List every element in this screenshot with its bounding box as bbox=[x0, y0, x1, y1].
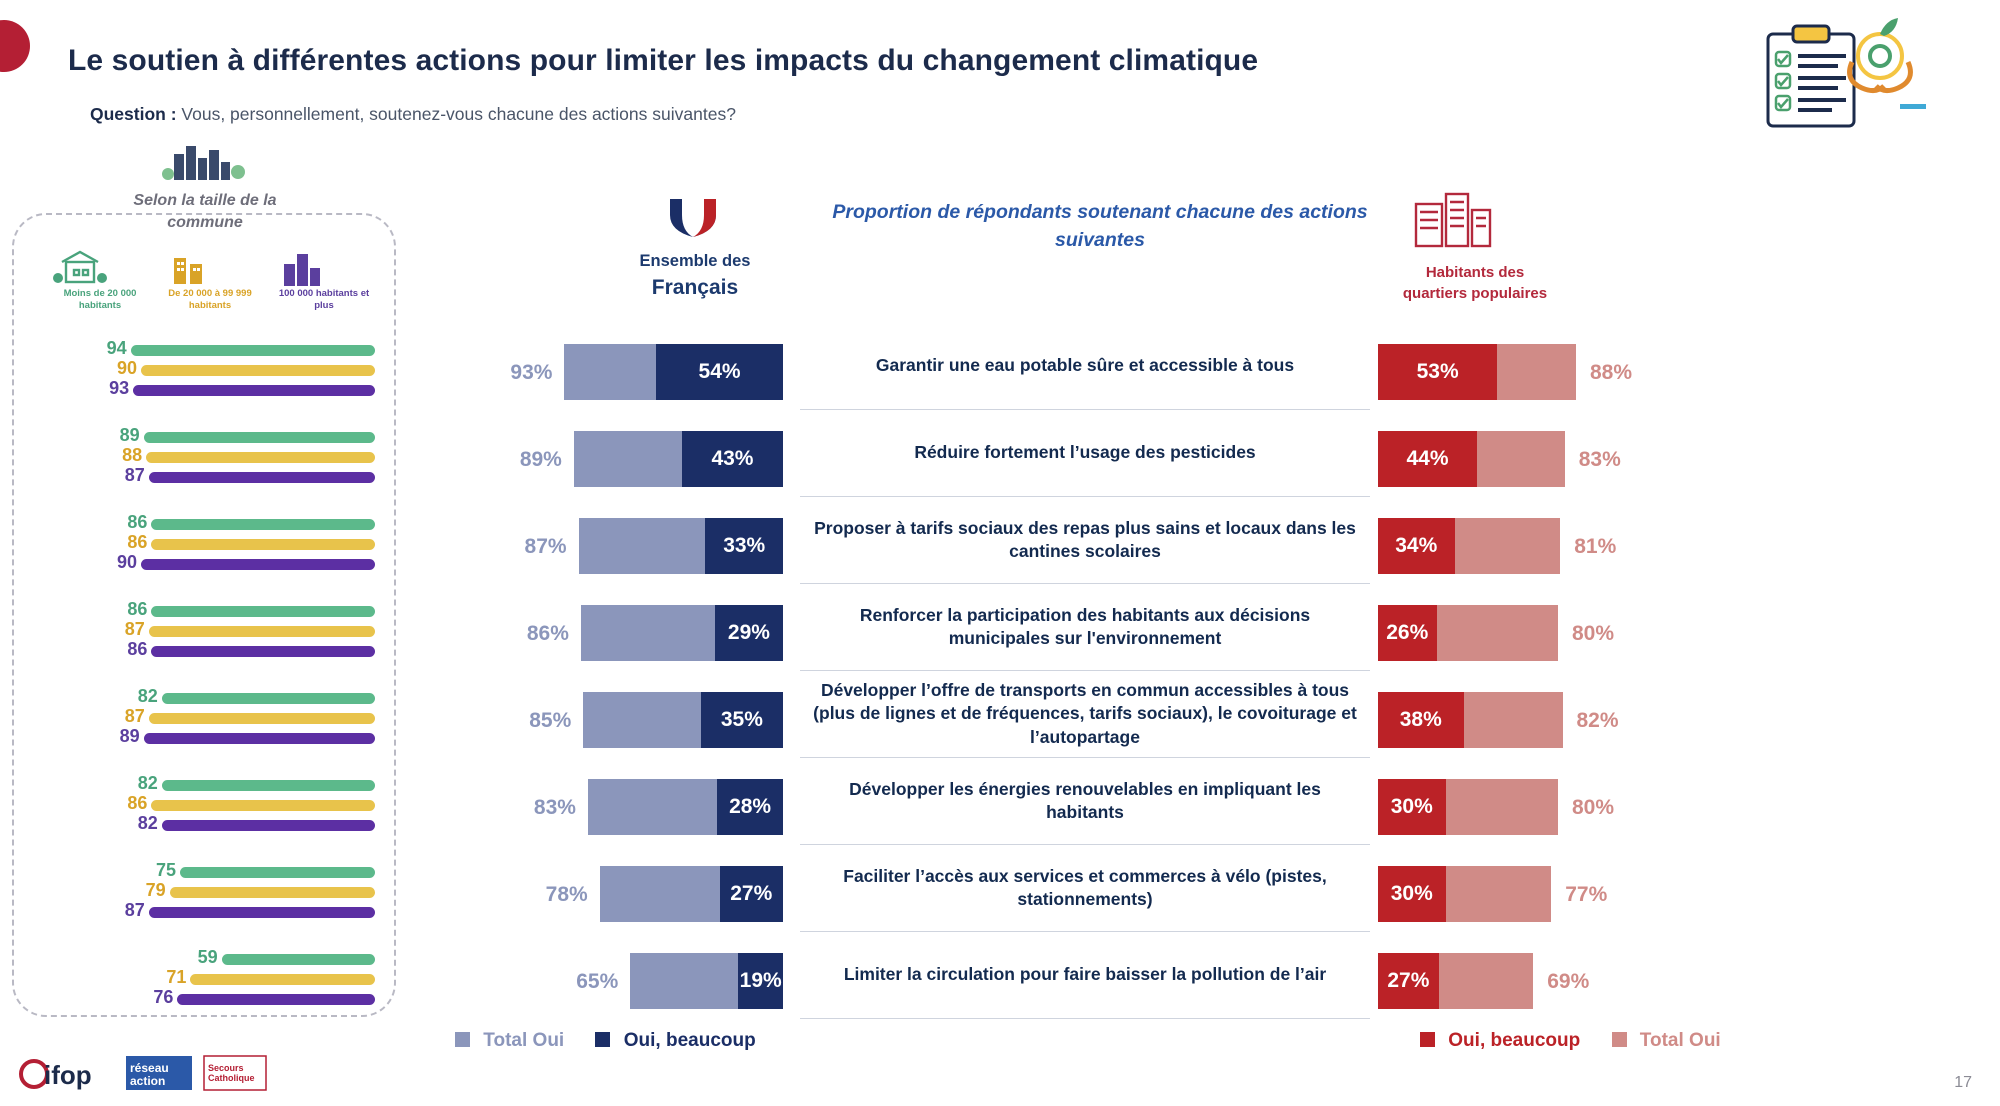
left-bar-value: 86 bbox=[127, 599, 148, 619]
row-bar-france-beaucoup: 33% bbox=[705, 518, 783, 574]
row-bar-popular-beaucoup: 44% bbox=[1378, 431, 1477, 487]
row-bar-france-beaucoup: 43% bbox=[682, 431, 783, 487]
row-bar-popular-beaucoup: 26% bbox=[1378, 605, 1437, 661]
page-title: Le soutien à différentes actions pour limiter les impacts du changement climatique bbox=[68, 44, 1259, 77]
row-label-popular-total: 82% bbox=[1576, 709, 1619, 732]
row-label-france-total: 89% bbox=[519, 448, 562, 471]
legend-label-large: 100 000 habitants et plus bbox=[278, 288, 370, 311]
row-bar-popular-beaucoup: 27% bbox=[1378, 953, 1439, 1009]
france-label-line2: Français bbox=[651, 276, 739, 300]
question-text: Vous, personnellement, soutenez-vous chacune des actions suivantes? bbox=[181, 104, 736, 124]
france-label-line1: Ensemble des bbox=[639, 252, 751, 270]
row-label-france-total: 85% bbox=[529, 709, 572, 732]
left-bar-value: 87 bbox=[124, 465, 145, 485]
left-panel-legend bbox=[40, 248, 370, 324]
left-bar-value: 71 bbox=[166, 967, 187, 987]
legend-right bbox=[1420, 1030, 1721, 1052]
left-bar-value: 88 bbox=[122, 445, 143, 465]
chart-row bbox=[0, 671, 2000, 758]
left-bar-value: 93 bbox=[109, 378, 130, 398]
left-bar-value: 87 bbox=[124, 619, 145, 639]
france-flag-icon bbox=[660, 195, 726, 241]
question-label: Question : bbox=[90, 104, 177, 124]
page-number: 17 bbox=[1954, 1074, 1972, 1091]
svg-text:ifop: ifop bbox=[44, 1060, 92, 1090]
row-label-france-total: 86% bbox=[526, 622, 569, 645]
row-label-france-total: 83% bbox=[533, 796, 576, 819]
medium-town-icon bbox=[160, 248, 220, 288]
row-bar-popular-beaucoup: 30% bbox=[1378, 866, 1446, 922]
left-panel-title: Selon la taille de la commune bbox=[133, 192, 277, 231]
legend-text-oui-beaucoup-blue: Oui, beaucoup bbox=[623, 1030, 756, 1051]
row-action-label: Développer les énergies renouvelables en impliquant les habitants bbox=[800, 758, 1370, 845]
legend-item-large-communes bbox=[272, 248, 376, 312]
row-label-france-total: 78% bbox=[545, 883, 588, 906]
left-bar-value: 86 bbox=[127, 532, 148, 552]
chart-row bbox=[0, 323, 2000, 410]
chart-row bbox=[0, 584, 2000, 671]
column-header-france bbox=[600, 250, 790, 302]
left-bar-value: 89 bbox=[119, 726, 140, 746]
popular-label-line1: Habitants des bbox=[1425, 264, 1525, 281]
center-column-heading: Proportion de répondants soutenant chacune des actions suivantes bbox=[832, 201, 1368, 252]
left-bar-value: 94 bbox=[106, 338, 127, 358]
popular-label-line2: quartiers populaires bbox=[1402, 285, 1548, 302]
chart-row bbox=[0, 758, 2000, 845]
legend-text-total-oui-red: Total Oui bbox=[1639, 1030, 1721, 1051]
row-label-france-total: 93% bbox=[510, 361, 553, 384]
left-bar-value: 86 bbox=[127, 639, 148, 659]
row-bar-popular-beaucoup: 34% bbox=[1378, 518, 1455, 574]
svg-text:réseau: réseau bbox=[130, 1061, 169, 1075]
row-action-label: Limiter la circulation pour faire baisser la pollution de l’air bbox=[800, 932, 1370, 1019]
row-bar-france-beaucoup: 35% bbox=[701, 692, 783, 748]
popular-neighbourhood-icon bbox=[1410, 188, 1494, 250]
chart-row bbox=[0, 410, 2000, 497]
left-bar-value: 59 bbox=[197, 947, 218, 967]
left-bar-value: 90 bbox=[116, 358, 137, 378]
left-bar-value: 76 bbox=[153, 987, 174, 1007]
legend-item-medium-communes bbox=[160, 248, 260, 312]
legend-swatch-total-oui-red bbox=[1612, 1032, 1627, 1047]
row-action-label: Garantir une eau potable sûre et accessible à tous bbox=[800, 323, 1370, 410]
left-bar-value: 89 bbox=[119, 425, 140, 445]
row-label-popular-total: 77% bbox=[1565, 883, 1608, 906]
left-bar-value: 87 bbox=[124, 900, 145, 920]
row-label-popular-total: 69% bbox=[1547, 970, 1590, 993]
left-bar-value: 86 bbox=[127, 793, 148, 813]
left-bar-value: 82 bbox=[137, 773, 158, 793]
row-label-popular-total: 80% bbox=[1572, 622, 1615, 645]
city-buildings-icon bbox=[160, 140, 250, 186]
partner-logos bbox=[18, 1044, 268, 1098]
left-bar-value: 90 bbox=[116, 552, 137, 572]
row-label-popular-total: 83% bbox=[1578, 448, 1621, 471]
left-bar-value: 75 bbox=[155, 860, 176, 880]
chart-row bbox=[0, 932, 2000, 1019]
legend-swatch-oui-beaucoup-blue bbox=[595, 1032, 610, 1047]
row-bar-france-beaucoup: 54% bbox=[656, 344, 783, 400]
legend-text-total-oui-blue: Total Oui bbox=[483, 1030, 565, 1051]
svg-text:Catholique: Catholique bbox=[208, 1073, 255, 1083]
question-line bbox=[90, 104, 736, 125]
row-label-popular-total: 88% bbox=[1590, 361, 1633, 384]
legend-text-oui-beaucoup-red: Oui, beaucoup bbox=[1448, 1030, 1581, 1051]
chart-row bbox=[0, 497, 2000, 584]
row-action-label: Réduire fortement l’usage des pesticides bbox=[800, 410, 1370, 497]
left-bar-value: 82 bbox=[137, 813, 158, 833]
svg-text:Secours: Secours bbox=[208, 1063, 244, 1073]
chart-row bbox=[0, 845, 2000, 932]
large-city-icon bbox=[272, 248, 332, 288]
left-bar-value: 87 bbox=[124, 706, 145, 726]
left-bar-value: 86 bbox=[127, 512, 148, 532]
row-bar-france-beaucoup: 29% bbox=[715, 605, 783, 661]
row-bar-france-beaucoup: 27% bbox=[720, 866, 783, 922]
svg-text:action: action bbox=[130, 1074, 166, 1088]
decorative-red-dot bbox=[0, 20, 30, 72]
legend-label-small: Moins de 20 000 habitants bbox=[63, 288, 137, 311]
row-action-label: Renforcer la participation des habitants aux décisions municipales sur l'environnement bbox=[800, 584, 1370, 671]
row-action-label: Proposer à tarifs sociaux des repas plus sains et locaux dans les cantines scolaires bbox=[800, 497, 1370, 584]
row-bar-popular-beaucoup: 53% bbox=[1378, 344, 1497, 400]
small-town-icon bbox=[50, 248, 110, 288]
row-label-popular-total: 81% bbox=[1574, 535, 1617, 558]
row-label-popular-total: 80% bbox=[1572, 796, 1615, 819]
row-label-france-total: 87% bbox=[524, 535, 567, 558]
row-bar-popular-beaucoup: 30% bbox=[1378, 779, 1446, 835]
row-action-label: Développer l’offre de transports en commun accessibles à tous (plus de lignes et de fréquences, tarifs sociaux), le covoiturage et l’autopartage bbox=[800, 671, 1370, 758]
left-bar-value: 82 bbox=[137, 686, 158, 706]
left-bar-value: 79 bbox=[145, 880, 166, 900]
legend-item-small-communes bbox=[50, 248, 150, 312]
legend-swatch-total-oui-blue bbox=[455, 1032, 470, 1047]
column-header-popular bbox=[1370, 262, 1580, 304]
row-bar-france-beaucoup: 28% bbox=[717, 779, 783, 835]
illustration-checklist-icon bbox=[1760, 4, 1940, 164]
legend-label-medium: De 20 000 à 99 999 habitants bbox=[168, 288, 252, 311]
legend-swatch-oui-beaucoup-red bbox=[1420, 1032, 1435, 1047]
row-bar-popular-beaucoup: 38% bbox=[1378, 692, 1464, 748]
row-label-france-total: 65% bbox=[576, 970, 619, 993]
row-bar-france-beaucoup: 19% bbox=[738, 953, 783, 1009]
legend-middle bbox=[455, 1030, 785, 1052]
row-action-label: Faciliter l’accès aux services et commerces à vélo (pistes, stationnements) bbox=[800, 845, 1370, 932]
